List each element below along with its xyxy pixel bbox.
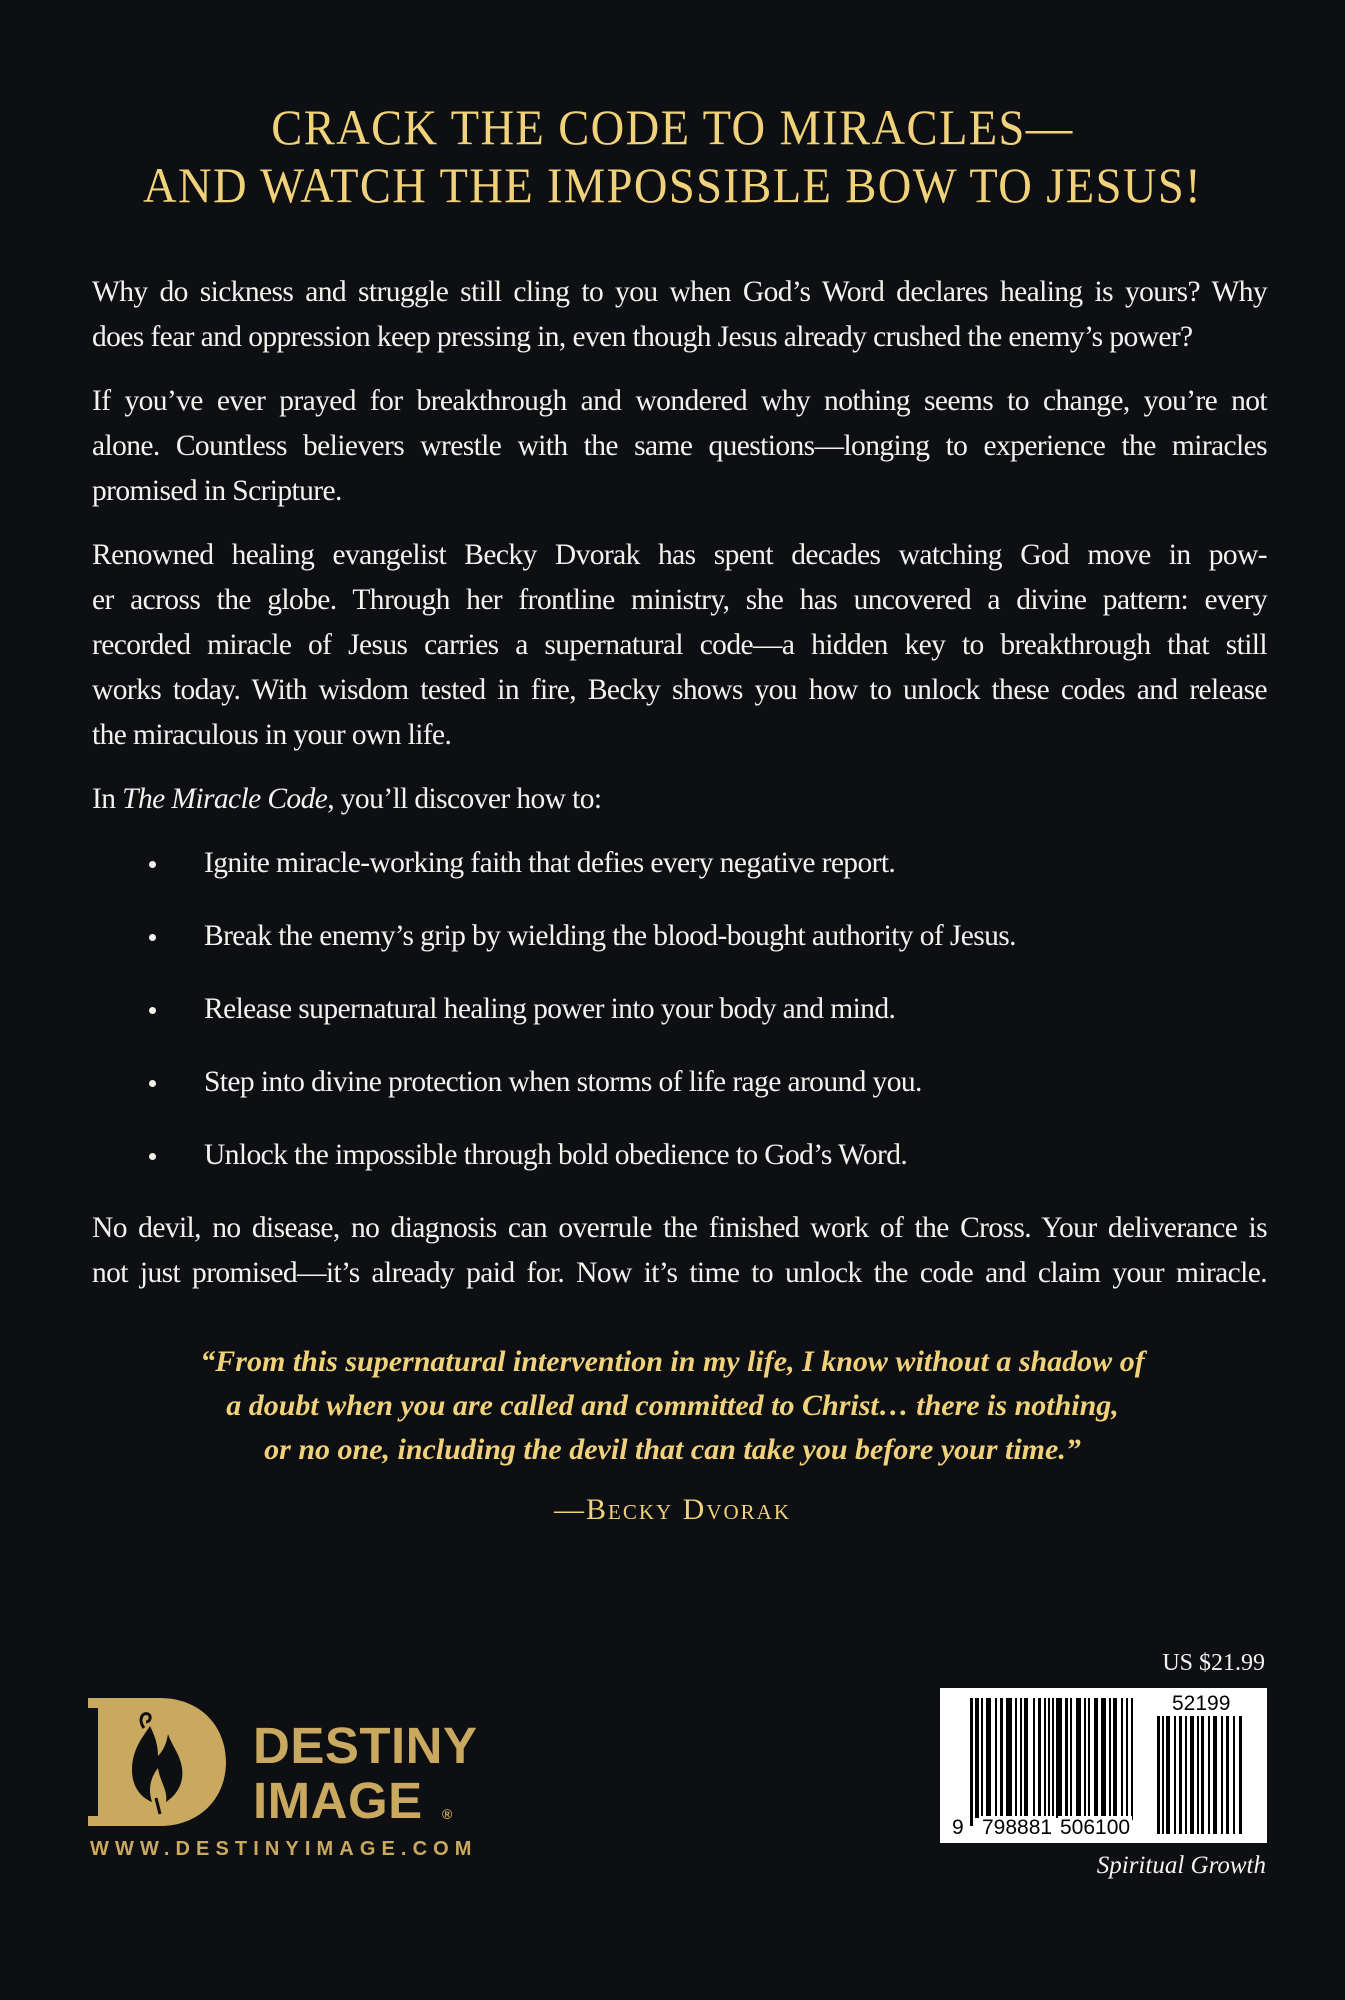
isbn-barcode [940,1688,1267,1843]
paragraph-1 [92,270,1267,360]
quote-line: “From this supernatural intervention in my life, I know without a shadow of [200,1345,1145,1378]
publisher-logo [88,1698,508,1868]
intro-prefix: In [92,783,123,815]
publisher-name-line-1: DESTINY [253,1717,478,1774]
text-line: Why do sickness and struggle still cling to you when God’s Word declares healing is yours? Why [92,276,1267,308]
list-item-text: Break the enemy’s grip by wielding the blood-bought authority of Jesus. [204,920,1016,952]
text-line: No devil, no disease, no diagnosis can overrule the finished work of the Cross. Your deliverance is [92,1212,1267,1244]
registered-mark: ® [442,1806,453,1822]
list-item [92,841,1267,914]
list-item [92,1133,1267,1206]
quote-attribution: —Becky Dvorak [553,1493,791,1526]
text-line: works today. With wisdom tested in fire, Becky shows you how to unlock these codes and release [92,674,1267,706]
quote-line: a doubt when you are called and committed to Christ… there is nothing, [226,1389,1119,1422]
bullet-icon [149,1153,156,1160]
isbn-group-2: 506100 [1060,1816,1131,1839]
paragraph-3 [92,533,1267,758]
text-line: recorded miracle of Jesus carries a supernatural code—a hidden key to breakthrough that still [92,629,1267,661]
text-line: alone. Countless believers wrestle with the same questions—longing to experience the miracles [92,430,1267,462]
text-line: does fear and oppression keep pressing in, even though Jesus already crushed the enemy’s power? [92,321,1193,353]
headline [47,98,1298,214]
bullet-intro [92,777,1267,822]
book-category: Spiritual Growth [1096,1852,1266,1879]
paragraph-2 [92,379,1267,514]
headline-line-2: AND WATCH THE IMPOSSIBLE BOW TO JESUS! [143,157,1202,213]
benefit-list [92,841,1267,1206]
endorsement-quote [0,1340,1345,1472]
body-copy [92,270,1267,1315]
bullet-icon [149,1007,156,1014]
book-title: The Miracle Code [122,783,328,815]
text-line: not just promised—it’s already paid for. Now it’s time to unlock the code and claim your miracle. [92,1257,1267,1289]
closing-paragraph [92,1206,1267,1296]
price: US $21.99 [1162,1650,1265,1676]
text-line: the miraculous in your own life. [92,719,452,751]
isbn-group-1: 798881 [982,1816,1053,1839]
headline-line-1: CRACK THE CODE TO MIRACLES— [271,99,1074,155]
bullet-icon [149,934,156,941]
list-item [92,914,1267,987]
text-line: If you’ve ever prayed for breakthrough and wondered why nothing seems to change, you’re not [92,385,1267,417]
text-line: promised in Scripture. [92,475,342,507]
list-item-text: Step into divine protection when storms of life rage around you. [204,1066,922,1098]
list-item [92,987,1267,1060]
quote-line: or no one, including the devil that can take you before your time.” [264,1433,1081,1466]
flame-d-icon [88,1698,226,1826]
list-item-text: Release supernatural healing power into your body and mind. [204,993,896,1025]
text-line: Renowned healing evangelist Becky Dvorak has spent decades watching God move in pow- [92,539,1267,571]
publisher-name-line-2: IMAGE [253,1772,423,1829]
bullet-icon [149,1080,156,1087]
publisher-url: WWW.DESTINYIMAGE.COM [90,1838,478,1860]
intro-suffix: , you’ll discover how to: [327,783,602,815]
price-code: 52199 [1172,1692,1231,1715]
isbn-prefix: 9 [952,1816,964,1839]
list-item [92,1060,1267,1133]
list-item-text: Unlock the impossible through bold obedience to God’s Word. [204,1139,908,1171]
bullet-icon [149,861,156,868]
text-line: er across the globe. Through her frontline ministry, she has uncovered a divine pattern: every [92,584,1267,616]
list-item-text: Ignite miracle-working faith that defies every negative report. [204,847,896,879]
